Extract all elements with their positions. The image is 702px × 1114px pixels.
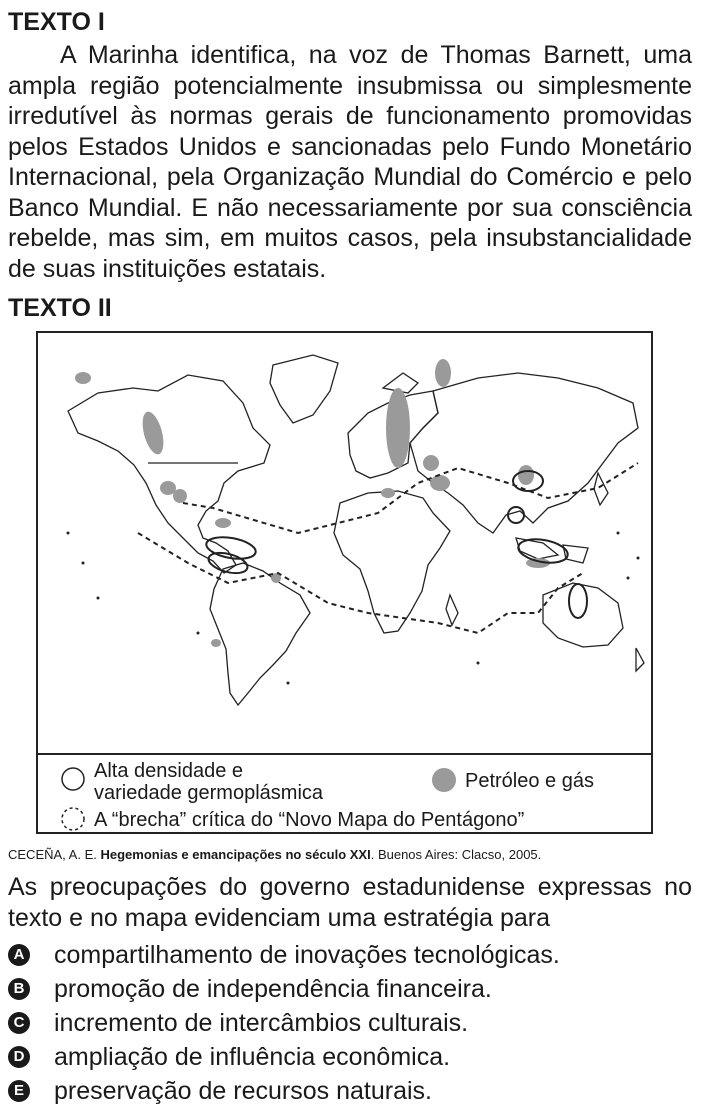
option-c[interactable] <box>8 1008 468 1038</box>
option-b-badge: B <box>8 978 30 1000</box>
germplasm-legend-icon <box>60 766 86 792</box>
legend-oil-gas: Petróleo e gás <box>465 770 594 792</box>
option-c-text: incremento de intercâmbios culturais. <box>54 1009 469 1037</box>
greenland-outline <box>270 355 338 423</box>
option-b[interactable] <box>8 974 492 1004</box>
north-america-outline <box>68 375 270 573</box>
source-citation: CECEÑA, A. E. Hegemonias e emancipações no século XXI. Buenos Aires: Clacso, 2005. <box>8 847 542 862</box>
text2-heading: TEXTO II <box>8 294 112 322</box>
africa-outline <box>334 491 450 633</box>
question-stem: As preocupações do governo estadunidense expressas no texto e no mapa evidenciam uma estratégia para <box>8 873 692 932</box>
pentagon-gap-legend-icon <box>60 806 86 832</box>
option-e-badge: E <box>8 1080 30 1102</box>
legend-germplasm-line2: variedade germoplásmica <box>94 782 324 804</box>
option-e[interactable] <box>8 1076 432 1106</box>
oil-gas-legend-icon <box>430 766 458 794</box>
oil-gas-areas <box>75 359 550 647</box>
option-b-text: promoção de independência financeira. <box>54 975 492 1003</box>
text1-paragraph: A Marinha identifica, na voz de Thomas Barnett, uma ampla região potencialmente insubmissa ou simplesmente irredutível às normas gerais de funcionamento promovidas pelos Estados Unidos e sancionadas pelo Fundo Monetário Internacional, pela Organização Mundial do Comércio e pelo Banco Mundial. E não necessariamente por sua consciência rebelde, mas sim, em muitos casos, pela insubstancialidade de suas instituições estatais. <box>8 41 692 283</box>
map-legend <box>38 753 651 834</box>
option-a[interactable] <box>8 940 560 970</box>
world-map-figure <box>36 331 653 834</box>
option-d[interactable] <box>8 1042 450 1072</box>
germplasm-areas <box>205 471 587 618</box>
legend-pentagon-gap: A “brecha” crítica do “Novo Mapa do Pentágono” <box>94 809 525 831</box>
option-d-badge: D <box>8 1046 30 1068</box>
option-e-text: preservação de recursos naturais. <box>54 1077 432 1105</box>
option-a-text: compartilhamento de inovações tecnológicas. <box>54 941 560 969</box>
option-c-badge: C <box>8 1012 30 1034</box>
option-d-text: ampliação de influência econômica. <box>54 1043 451 1071</box>
asia-outline <box>410 373 638 533</box>
legend-germplasm-line1: Alta densidade e <box>94 760 244 782</box>
world-map <box>38 333 651 753</box>
option-a-badge: A <box>8 944 30 966</box>
text1-heading: TEXTO I <box>8 8 105 36</box>
